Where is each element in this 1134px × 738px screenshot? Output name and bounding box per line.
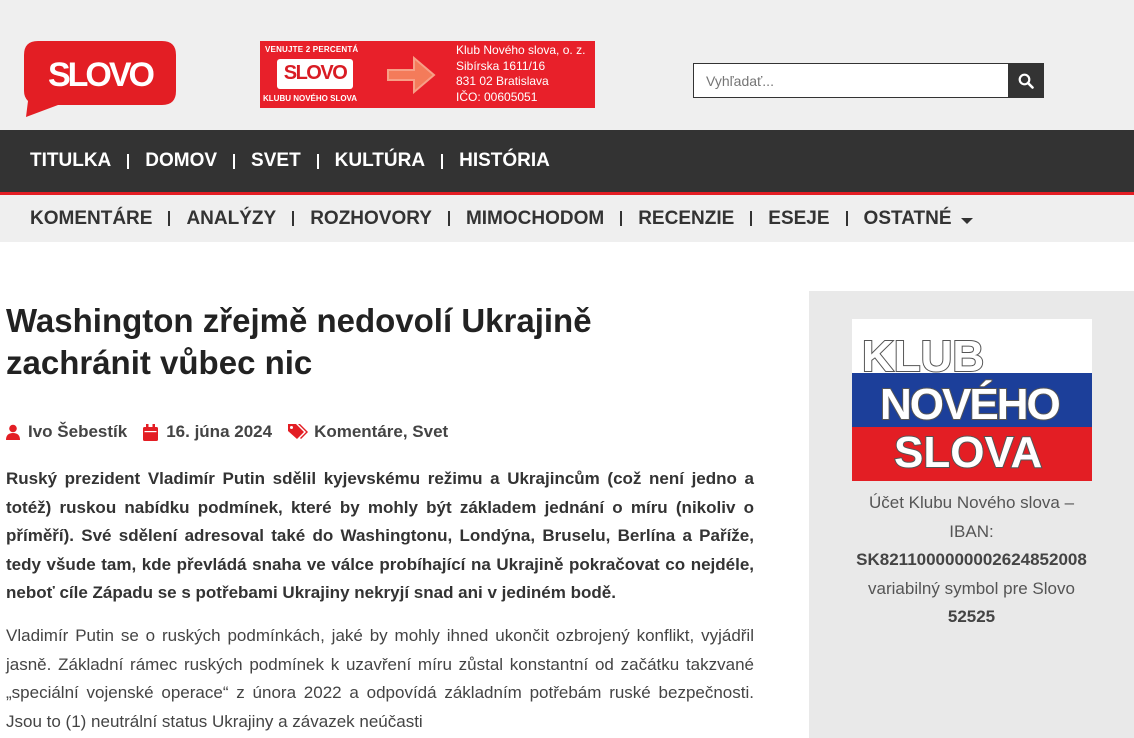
banner-address-line: Klub Nového slova, o. z. [456, 43, 586, 57]
nav-item-historia[interactable]: HISTÓRIA [459, 150, 550, 171]
klub-noveho-slova-logo[interactable] [852, 319, 1092, 481]
nav-item-titulka[interactable]: TITULKA [30, 150, 112, 171]
nav-separator [441, 154, 443, 169]
nav-item-svet[interactable]: SVET [251, 150, 301, 171]
banner-address [456, 43, 585, 105]
nav-item-eseje[interactable]: ESEJE [768, 207, 830, 229]
klub-logo-line: SLOVA [894, 428, 1043, 477]
banner-address-line: Sibírska 1611/16 [456, 58, 546, 73]
variable-symbol-label: variabilný symbol pre Slovo [868, 578, 1075, 598]
article-author[interactable]: Ivo Šebestík [28, 422, 128, 441]
variable-symbol-value: 52525 [947, 607, 996, 626]
nav-separator [168, 211, 170, 226]
sidebar [809, 291, 1134, 738]
article-meta [6, 421, 448, 443]
account-label: Účet Klubu Nového slova – IBAN: [868, 493, 1075, 541]
nav-item-rozhovory[interactable]: ROZHOVORY [310, 207, 432, 229]
arrow-right-icon [386, 54, 436, 96]
nav-item-analyzy[interactable]: ANALÝZY [186, 207, 277, 229]
nav-separator [750, 211, 752, 226]
article-title: Washington zřejmě nedovolí Ukrajině zachránit vůbec nic [6, 302, 592, 381]
logo-text: SLOVO [47, 56, 153, 94]
site-header [0, 0, 1134, 130]
nav-item-mimochodom[interactable]: MIMOCHODOM [465, 207, 605, 229]
banner-address-line: IČO: 00605051 [456, 89, 538, 104]
article-lead: Ruský prezident Vladimír Putin sdělil kyjevskému režimu a Ukrajincům (což není jedno a totéž) ruskou nabídku podmínek, které by mohly být základem jednání o míru (nikoliv o příměří). Své sdělení adresoval také do Washingtonu, Londýna, Bruselu, Berlína a Paříže, tedy všude tam, kde převládá snaha ve válce probíhající na Ukrajině pokračovat co nejdéle, neboť cíle Západu se s potřebami Ukrajiny nekryjí snad ani v jediném bodě. [6, 469, 754, 602]
search-button[interactable] [1008, 63, 1044, 98]
caret-down-icon [961, 218, 973, 224]
donation-info [809, 489, 1134, 632]
user-icon [6, 424, 20, 440]
secondary-nav [0, 195, 1134, 242]
article-body: Vladimír Putin se o ruských podmínkách, jaké by mohly ihned ukončit ozbrojený konflikt, vyjádřil jasně. Základní rámec ruských podmínek k uzavření míru zůstal konstantní od začátku takzvané „speciální vojenské operace“ z února 2022 a odpovídá základním potřebám ruské bezpečnosti. Jsou to (1) neutrální status Ukrajiny a závazek neúčasti [6, 626, 754, 731]
banner-top-text: VENUJTE 2 PERCENTÁ [265, 45, 359, 54]
nav-separator [620, 211, 622, 226]
nav-separator [127, 154, 129, 169]
article-date[interactable]: 16. júna 2024 [166, 422, 273, 441]
nav-separator [317, 154, 319, 169]
banner-address-line: 831 02 Bratislava [456, 74, 549, 88]
search-input[interactable] [693, 63, 1009, 98]
donation-banner[interactable] [260, 41, 595, 108]
nav-item-komentare[interactable]: KOMENTÁRE [30, 207, 153, 229]
nav-item-recenzie[interactable]: RECENZIE [638, 207, 735, 229]
primary-nav [0, 130, 1134, 192]
banner-bottom-text: KLUBU NOVÉHO SLOVA [263, 94, 358, 103]
tags-icon [288, 423, 310, 441]
banner-logo [277, 59, 353, 89]
klub-logo-line: KLUB [862, 332, 985, 381]
klub-logo-line: NOVÉHO [880, 380, 1059, 429]
nav-item-domov[interactable]: DOMOV [145, 150, 218, 171]
nav-item-kultura[interactable]: KULTÚRA [334, 150, 426, 171]
banner-logo-text: SLOVO [283, 62, 347, 84]
site-logo[interactable] [24, 41, 176, 117]
nav-item-ostatne[interactable] [864, 208, 973, 230]
nav-separator [448, 211, 450, 226]
calendar-icon [143, 424, 158, 441]
nav-separator [233, 154, 235, 169]
iban-value: SK8211000000002624852008 [856, 550, 1087, 569]
article-categories[interactable]: Komentáre, Svet [314, 422, 449, 441]
search-icon [1018, 73, 1034, 89]
nav-separator [846, 211, 848, 226]
nav-item-ostatne-label: OSTATNÉ [863, 207, 952, 229]
nav-separator [292, 211, 294, 226]
